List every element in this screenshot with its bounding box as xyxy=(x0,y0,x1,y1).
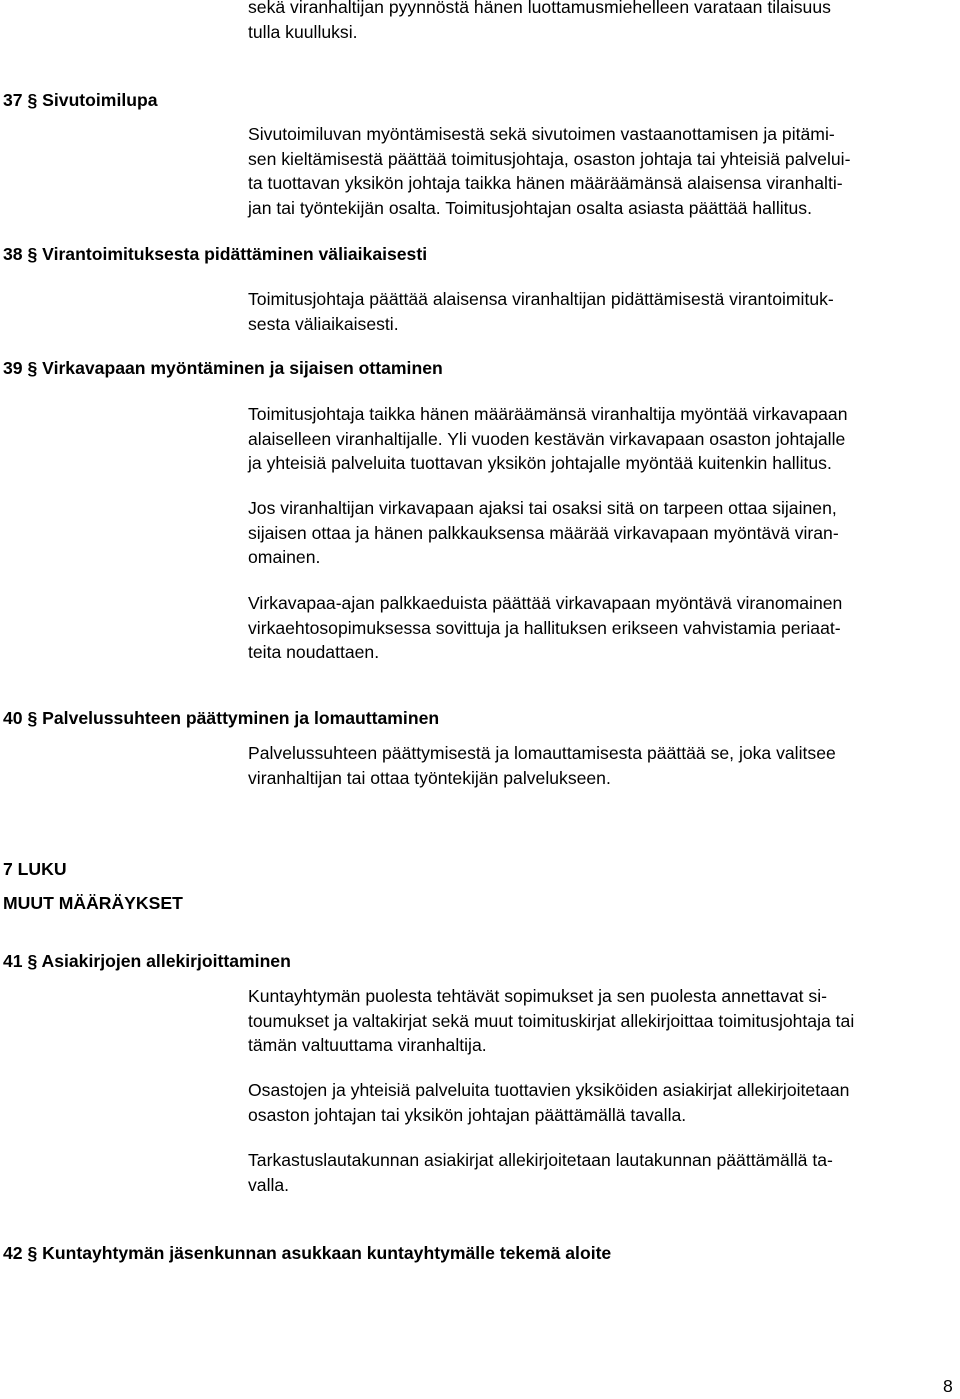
section-title: Virantoimituksesta pidättäminen väliaikaisesti xyxy=(42,244,428,264)
text-line: sesta väliaikaisesti. xyxy=(248,313,399,334)
text-line: Kuntayhtymän puolesta tehtävät sopimukset ja sen puolesta annettavat si- xyxy=(248,986,827,1006)
text-line: viranhaltijan tai ottaa työntekijän palvelukseen. xyxy=(248,767,611,788)
section-number: 41 xyxy=(3,951,23,971)
text-line: omainen. xyxy=(248,547,321,567)
section-number: 39 xyxy=(3,358,23,378)
section-heading-37 xyxy=(3,88,158,113)
text-line: Jos viranhaltijan virkavapaan ajaksi tai osaksi sitä on tarpeen ottaa sijainen, xyxy=(248,498,837,518)
section-39-paragraph-1 xyxy=(248,402,960,476)
text-line: Toimitusjohtaja päättää alaisensa viranhaltijan pidättämisestä virantoimituk- xyxy=(248,289,834,309)
section-symbol: § xyxy=(27,358,38,378)
section-39-paragraph-3 xyxy=(248,591,960,665)
text-line: Tarkastuslautakunnan asiakirjat allekirjoitetaan lautakunnan päättämällä ta- xyxy=(248,1150,833,1170)
section-title: Sivutoimilupa xyxy=(42,90,158,110)
text-line: sen kieltämisestä päättää toimitusjohtaja, osaston johtaja tai yhteisiä palvelui- xyxy=(248,148,851,169)
chapter-number: 7 LUKU xyxy=(3,859,67,879)
section-41-paragraph-2 xyxy=(248,1078,960,1127)
section-39-paragraph-2 xyxy=(248,496,960,570)
section-heading-41 xyxy=(3,949,291,974)
section-number: 40 xyxy=(3,708,23,728)
section-symbol: § xyxy=(27,1243,38,1263)
text-line: tämän valtuuttama viranhaltija. xyxy=(248,1035,487,1055)
section-40-paragraph-1 xyxy=(248,741,960,790)
text-line: Palvelussuhteen päättymisestä ja lomauttamisesta päättää se, joka valitsee xyxy=(248,743,836,763)
section-title: Virkavapaan myöntäminen ja sijaisen ottaminen xyxy=(42,358,443,378)
chapter-title: MUUT MÄÄRÄYKSET xyxy=(3,893,183,913)
text-line: alaiselleen viranhaltijalle. Yli vuoden kestävän virkavapaan osaston johtajalle xyxy=(248,428,846,449)
section-title: Kuntayhtymän jäsenkunnan asukkaan kuntayhtymälle tekemä aloite xyxy=(42,1243,612,1263)
section-heading-38 xyxy=(3,242,427,267)
text-line: toumukset ja valtakirjat sekä muut toimituskirjat allekirjoittaa toimitusjohtaja tai xyxy=(248,1010,855,1031)
text-line: sekä viranhaltijan pyynnöstä hänen luottamusmiehelleen varataan tilaisuus xyxy=(248,0,831,17)
section-title: Asiakirjojen allekirjoittaminen xyxy=(41,951,291,971)
section-heading-42 xyxy=(3,1241,611,1266)
text-line: ja yhteisiä palveluita tuottavan yksikön johtajalle myöntää kuitenkin hallitus. xyxy=(248,453,832,473)
text-line: tulla kuulluksi. xyxy=(248,21,358,42)
text-line: Sivutoimiluvan myöntämisestä sekä sivutoimen vastaanottamisen ja pitämi- xyxy=(248,124,835,144)
section-37-paragraph-1 xyxy=(248,122,960,220)
text-line: teita noudattaen. xyxy=(248,642,380,662)
text-line: Osastojen ja yhteisiä palveluita tuottavien yksiköiden asiakirjat allekirjoitetaan xyxy=(248,1080,850,1100)
section-title: Palvelussuhteen päättyminen ja lomauttaminen xyxy=(42,708,440,728)
text-line: ta tuottavan yksikön johtaja taikka hänen määräämänsä alaisensa viranhalti- xyxy=(248,173,843,193)
section-number: 37 xyxy=(3,90,23,110)
section-symbol: § xyxy=(27,244,38,264)
section-heading-40 xyxy=(3,706,439,731)
text-line: virkaehtosopimuksessa sovittuja ja hallituksen erikseen vahvistamia periaat- xyxy=(248,617,841,638)
section-41-paragraph-3 xyxy=(248,1148,960,1197)
intro-paragraph xyxy=(248,0,960,44)
text-line: Virkavapaa-ajan palkkaeduista päättää virkavapaan myöntävä viranomainen xyxy=(248,593,843,613)
text-line: sijaisen ottaa ja hänen palkkauksensa määrää virkavapaan myöntävä viran- xyxy=(248,522,839,543)
section-heading-39 xyxy=(3,356,443,381)
page-number: 8 xyxy=(943,1376,953,1396)
section-38-paragraph-1 xyxy=(248,287,960,336)
text-line: Toimitusjohtaja taikka hänen määräämänsä viranhaltija myöntää virkavapaan xyxy=(248,404,848,424)
section-symbol: § xyxy=(27,951,38,971)
section-41-paragraph-1 xyxy=(248,984,960,1058)
section-symbol: § xyxy=(27,708,38,728)
section-symbol: § xyxy=(27,90,38,110)
section-number: 38 xyxy=(3,244,23,264)
text-line: osaston johtajan tai yksikön johtajan päättämällä tavalla. xyxy=(248,1104,687,1125)
section-number: 42 xyxy=(3,1243,23,1263)
text-line: valla. xyxy=(248,1174,290,1195)
text-line: jan tai työntekijän osalta. Toimitusjohtajan osalta asiasta päättää hallitus. xyxy=(248,197,812,218)
